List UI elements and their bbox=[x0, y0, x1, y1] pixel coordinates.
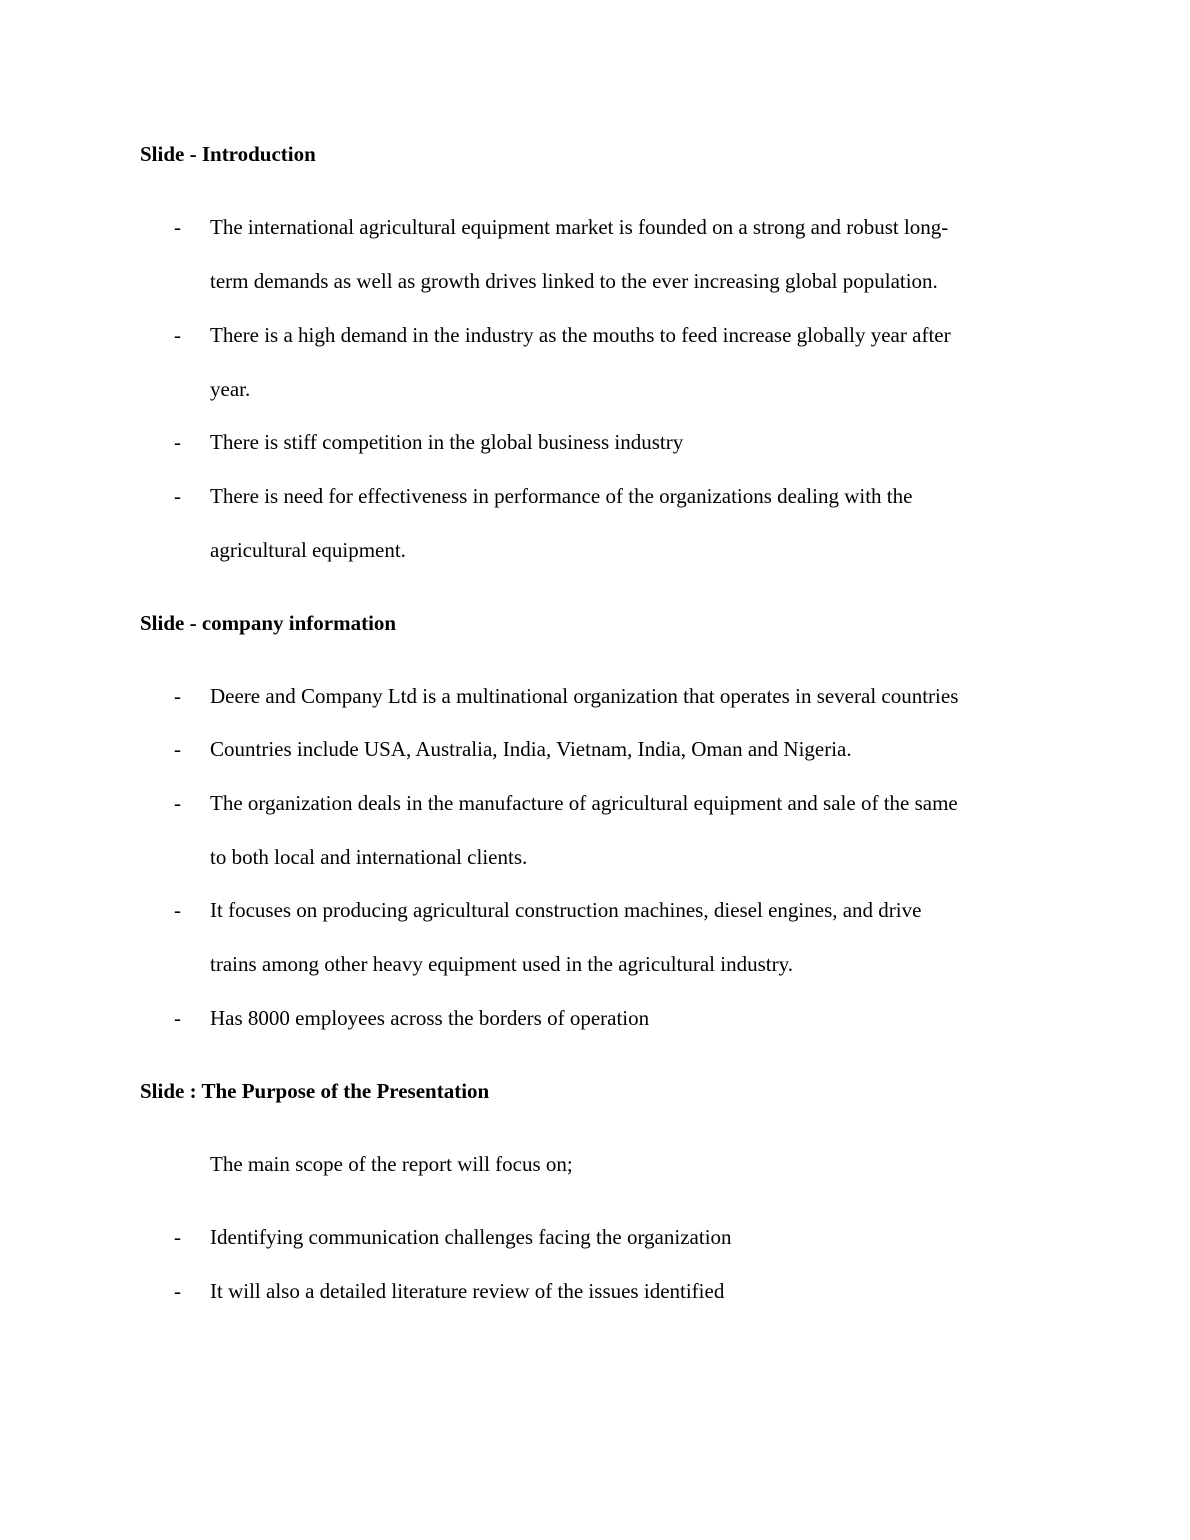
bullet-text-line: There is stiff competition in the global business industry bbox=[210, 430, 684, 454]
bullet-dash: - bbox=[174, 215, 181, 239]
bullet-dash: - bbox=[174, 323, 181, 347]
section-heading-introduction: Slide - Introduction bbox=[140, 142, 316, 166]
bullet-text-line: to both local and international clients. bbox=[210, 845, 528, 869]
bullet-dash: - bbox=[174, 791, 181, 815]
bullet-dash: - bbox=[174, 898, 181, 922]
bullet-dash: - bbox=[174, 737, 181, 761]
bullet-text-line: It focuses on producing agricultural construction machines, diesel engines, and drive bbox=[210, 898, 922, 922]
bullet-text-line: There is a high demand in the industry as the mouths to feed increase globally year after bbox=[210, 323, 951, 347]
bullet-text-line: year. bbox=[210, 377, 251, 401]
bullet-text-line: The international agricultural equipment market is founded on a strong and robust long- bbox=[210, 215, 949, 239]
section-heading-company-information: Slide - company information bbox=[140, 611, 397, 635]
bullet-dash: - bbox=[174, 1225, 181, 1249]
bullet-text-line: trains among other heavy equipment used in the agricultural industry. bbox=[210, 952, 793, 976]
bullet-dash: - bbox=[174, 1279, 181, 1303]
section-heading-purpose: Slide : The Purpose of the Presentation bbox=[140, 1079, 490, 1103]
bullet-text-line: term demands as well as growth drives linked to the ever increasing global population. bbox=[210, 269, 938, 293]
bullet-text-line: There is need for effectiveness in performance of the organizations dealing with the bbox=[210, 484, 913, 508]
bullet-dash: - bbox=[174, 430, 181, 454]
section-intro-text: The main scope of the report will focus on; bbox=[210, 1152, 573, 1176]
bullet-text-line: Has 8000 employees across the borders of operation bbox=[210, 1006, 650, 1030]
bullet-text-line: Countries include USA, Australia, India, Vietnam, India, Oman and Nigeria. bbox=[210, 737, 852, 761]
bullet-dash: - bbox=[174, 484, 181, 508]
bullet-text-line: It will also a detailed literature review of the issues identified bbox=[210, 1279, 725, 1303]
bullet-text-line: Deere and Company Ltd is a multinational organization that operates in several countries bbox=[210, 684, 959, 708]
bullet-text-line: The organization deals in the manufacture of agricultural equipment and sale of the same bbox=[210, 791, 958, 815]
bullet-dash: - bbox=[174, 1006, 181, 1030]
bullet-text-line: Identifying communication challenges facing the organization bbox=[210, 1225, 732, 1249]
bullet-text-line: agricultural equipment. bbox=[210, 538, 406, 562]
bullet-dash: - bbox=[174, 684, 181, 708]
